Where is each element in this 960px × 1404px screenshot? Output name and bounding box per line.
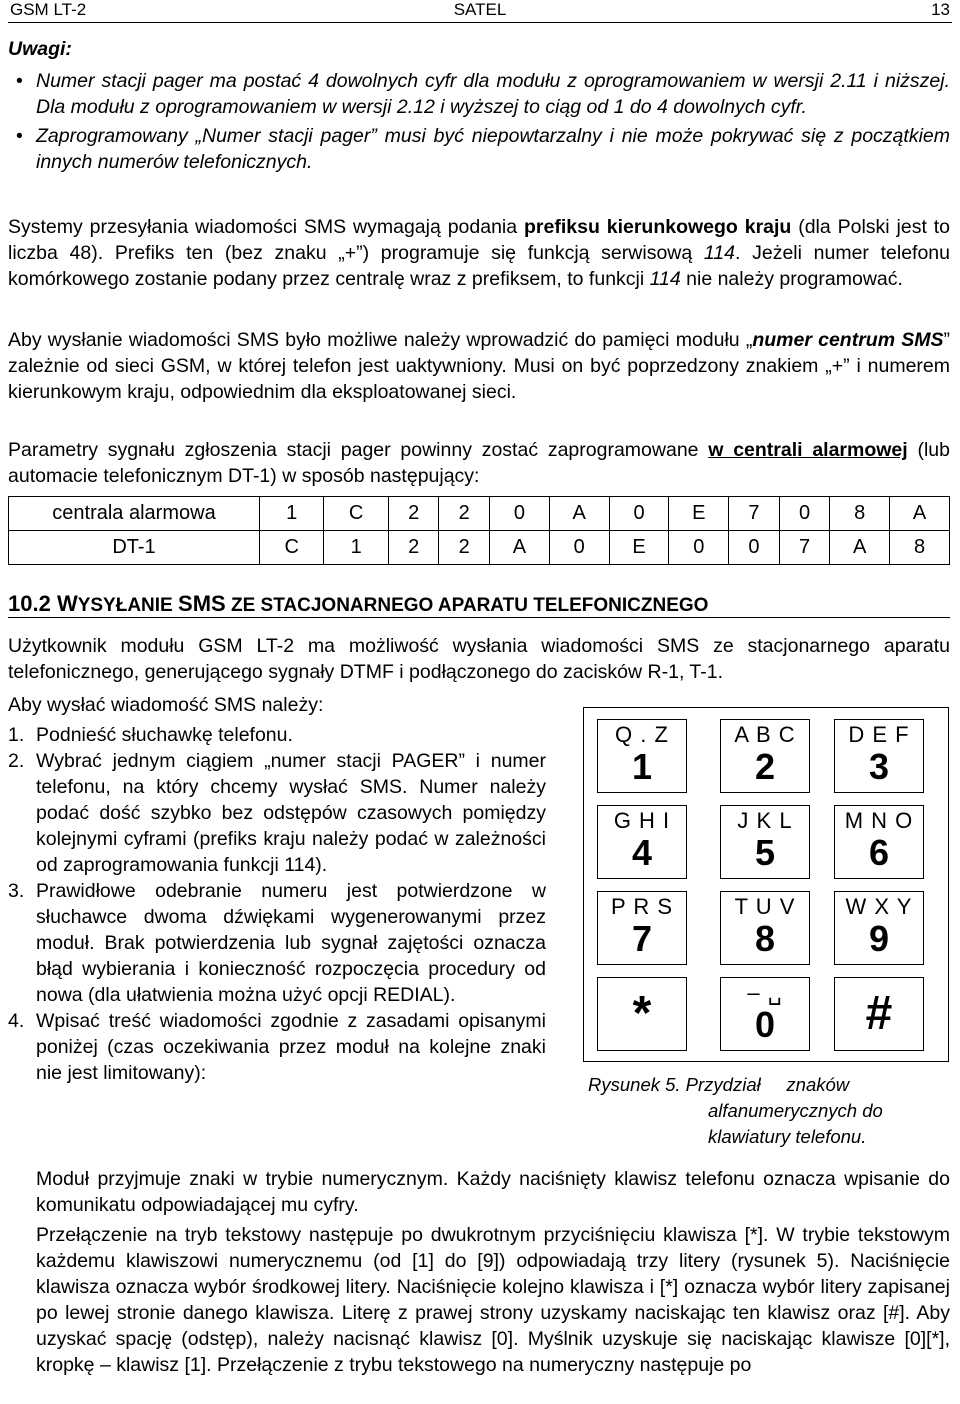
table-cell: 1 bbox=[260, 497, 324, 531]
table-cell: 0 bbox=[609, 497, 669, 531]
key-letters: T U V bbox=[734, 894, 796, 919]
table-cell: 2 bbox=[388, 531, 439, 565]
keypad-key-0 bbox=[720, 977, 810, 1051]
italic-text: 114 bbox=[649, 268, 681, 290]
keypad-key-9 bbox=[834, 891, 924, 965]
paragraph-prefix bbox=[8, 214, 950, 292]
table-cell: A bbox=[549, 497, 609, 531]
table-cell: 0 bbox=[489, 497, 549, 531]
paragraph-parameters bbox=[8, 437, 950, 489]
text: W bbox=[56, 591, 78, 616]
table-cell: E bbox=[609, 531, 669, 565]
caption-line: klawiatury telefonu. bbox=[708, 1126, 867, 1147]
paragraph-intro: Użytkownik modułu GSM LT-2 ma możliwość wysłania wiadomości SMS ze stacjonarnego aparatu telefonicznego, generującego sygnały DTMF i podłączonego do zacisków R-1, T-1. bbox=[8, 635, 950, 683]
key-letters: A B C bbox=[734, 722, 796, 747]
key-digit: # bbox=[865, 987, 893, 1040]
note-item-1: • Numer stacji pager ma postać 4 dowolnych cyfr dla modułu z oprogramowaniem w wersji 2.11 i niższej. Dla modułu z oprogramowaniem w wersji 2.12 i wyższej to ciąg od 1 do 4 dowolnych cyfr. bbox=[8, 68, 950, 120]
table-cell: C bbox=[260, 531, 324, 565]
section-heading bbox=[8, 591, 950, 618]
table-cell: 7 bbox=[729, 497, 780, 531]
text: (dla Polski jest to liczba 48). Prefiks ten (bez znaku „+”) programuje się funkcją serwisową bbox=[8, 216, 950, 264]
keypad-key-3 bbox=[834, 719, 924, 793]
key-digit: 7 bbox=[631, 918, 653, 959]
step-number: 1. bbox=[8, 724, 25, 746]
text: nie należy programować. bbox=[680, 268, 903, 290]
keypad-key-star bbox=[597, 977, 687, 1051]
table-cell: 0 bbox=[669, 531, 729, 565]
keypad-key-8 bbox=[720, 891, 810, 965]
step-number: 2. bbox=[8, 750, 25, 772]
step-number: 4. bbox=[8, 1010, 25, 1032]
text: (lub automacie telefonicznym DT-1) w sposób następujący: bbox=[8, 439, 950, 487]
keypad-key-7 bbox=[597, 891, 687, 965]
table-cell-label: DT-1 bbox=[9, 531, 260, 565]
step-text: Podnieść słuchawkę telefonu. bbox=[36, 724, 293, 746]
text: SMS bbox=[178, 591, 226, 616]
key-letters: G H I bbox=[613, 808, 671, 833]
key-letters: J K L bbox=[737, 808, 793, 833]
table-cell: 8 bbox=[830, 497, 890, 531]
steps-list bbox=[8, 722, 546, 1086]
step-item bbox=[8, 1008, 546, 1086]
notes-title: Uwagi: bbox=[8, 38, 72, 60]
table-cell: E bbox=[669, 497, 729, 531]
step-number: 3. bbox=[8, 880, 25, 902]
italic-text: 114 bbox=[703, 242, 735, 264]
notes-list bbox=[8, 68, 950, 178]
key-digit: 9 bbox=[868, 918, 890, 959]
keypad-key-6 bbox=[834, 805, 924, 879]
page-header bbox=[8, 0, 952, 23]
table-cell: 7 bbox=[779, 531, 830, 565]
text: Systemy przesyłania wiadomości SMS wymagają podania bbox=[8, 216, 524, 238]
figure-caption bbox=[588, 1072, 948, 1150]
key-letters: W X Y bbox=[845, 894, 913, 919]
paragraph-numeric-mode: Moduł przyjmuje znaki w trybie numerycznym. Każdy naciśnięty klawisz telefonu oznacza wpisanie do komunikatu odpowiadającej mu cyfry. bbox=[36, 1168, 950, 1216]
table-row bbox=[9, 497, 950, 531]
key-digit: 1 bbox=[631, 746, 653, 787]
key-letters: – ␣ bbox=[747, 980, 783, 1005]
paragraph-sms-center bbox=[8, 327, 950, 405]
section-number: 10.2 bbox=[8, 591, 57, 616]
table-cell: 8 bbox=[890, 531, 950, 565]
header-page-number: 13 bbox=[931, 0, 950, 19]
key-digit: * bbox=[632, 987, 652, 1040]
text: ZE STACJONARNEGO APARATU TELEFONICZNEGO bbox=[225, 595, 709, 616]
table-cell: 2 bbox=[439, 531, 490, 565]
key-digit: 5 bbox=[754, 832, 776, 873]
key-letters: D E F bbox=[848, 722, 910, 747]
underlined-bold-text: w centrali alarmowej bbox=[708, 439, 908, 461]
table-cell: 2 bbox=[439, 497, 490, 531]
key-digit: 8 bbox=[754, 918, 776, 959]
keypad-key-1 bbox=[597, 719, 687, 793]
bold-text: prefiksu kierunkowego kraju bbox=[524, 216, 792, 238]
caption-line: Rysunek 5. Przydział znaków bbox=[588, 1074, 850, 1095]
key-digit: 4 bbox=[631, 832, 653, 873]
step-item bbox=[8, 878, 546, 1008]
step-text: Wpisać treść wiadomości zgodnie z zasadami opisanymi poniżej (czas oczekiwania przez moduł na kolejne znaki nie jest limitowany): bbox=[36, 1010, 546, 1084]
step-text: Wybrać jednym ciągiem „numer stacji PAGER” i numer telefonu, na który chcemy wysłać SMS. Numer należy podać dość szybko bez odstępów czasowych pomiędzy kolejnymi cyframi (prefiks kraju należy podać w zależności od zaprogramowania funkcji 114). bbox=[36, 750, 546, 876]
table-cell: A bbox=[489, 531, 549, 565]
signal-parameters-table bbox=[8, 496, 950, 565]
table-row bbox=[9, 531, 950, 565]
paragraph-how-to: Aby wysłać wiadomość SMS należy: bbox=[8, 694, 324, 716]
table-cell: 2 bbox=[388, 497, 439, 531]
table-cell: A bbox=[830, 531, 890, 565]
key-letters: P R S bbox=[610, 894, 674, 919]
table-cell: 0 bbox=[549, 531, 609, 565]
table-cell: 0 bbox=[779, 497, 830, 531]
keypad-key-hash bbox=[834, 977, 924, 1051]
step-text: Prawidłowe odebranie numeru jest potwierdzone w słuchawce dwoma dźwiękami wygenerowanymi przez moduł. Brak potwierdzenia lub sygnał zajętości oznacza błąd wybierania i konieczność rozpoczęcia procedury od nowa (dla ułatwienia można użyć opcji REDIAL). bbox=[36, 880, 546, 1006]
step-item bbox=[8, 722, 546, 748]
key-letters: Q . Z bbox=[615, 722, 669, 747]
text: . Jeżeli numer telefonu komórkowego zostanie podany przez centralę wraz z prefiksem, to funkcji bbox=[8, 242, 950, 290]
note-item-2: • Zaprogramowany „Numer stacji pager” musi być niepowtarzalny i nie może pokrywać się z początkiem innych numerów telefonicznych. bbox=[8, 123, 950, 175]
phone-keypad-figure bbox=[583, 707, 949, 1062]
key-letters: M N O bbox=[844, 808, 914, 833]
key-digit: 3 bbox=[868, 746, 890, 787]
table-cell: A bbox=[890, 497, 950, 531]
key-digit: 6 bbox=[868, 832, 890, 873]
keypad-key-2 bbox=[720, 719, 810, 793]
step-item bbox=[8, 748, 546, 878]
table-cell: C bbox=[324, 497, 388, 531]
key-digit: 0 bbox=[754, 1004, 776, 1045]
paragraph-text-mode: Przełączenie na tryb tekstowy następuje po dwukrotnym przyciśnięciu klawisza [*]. W trybie tekstowym każdemu klawiszowi numerycznemu (od [1] do [9]) odpowiadają trzy litery (rysunek 5). Naciśnięcie klawisza oznacza wybór środkowej litery. Naciśnięcie kolejno klawisza i [*] oznacza wybór litery zapisanej po lewej stronie danego klawisza. Literę z prawej strony uzyskamy naciskając ten klawisz oraz [#]. Aby uzyskać spację (odstęp), należy nacisnąć klawisz [0]. Myślnik uzyskuje się naciskając klawisze [0][*], kropkę – klawisz [1]. Przełączenie z trybu tekstowego na numeryczny następuje po bbox=[36, 1224, 950, 1376]
text: YSYŁANIE bbox=[77, 595, 179, 616]
table-cell: 0 bbox=[729, 531, 780, 565]
table-cell-label: centrala alarmowa bbox=[9, 497, 260, 531]
keypad-key-4 bbox=[597, 805, 687, 879]
bold-italic-text: numer centrum SMS bbox=[752, 329, 944, 351]
caption-line: alfanumerycznych do bbox=[708, 1100, 883, 1121]
header-brand: SATEL bbox=[453, 0, 507, 19]
table-cell: 1 bbox=[324, 531, 388, 565]
header-product: GSM LT-2 bbox=[10, 0, 87, 19]
text: Parametry sygnału zgłoszenia stacji pager powinny zostać zaprogramowane bbox=[8, 439, 709, 461]
key-digit: 2 bbox=[754, 746, 776, 787]
text: Aby wysłanie wiadomości SMS było możliwe należy wprowadzić do pamięci modułu „ bbox=[8, 329, 753, 351]
text: ” zależnie od sieci GSM, w której telefon jest uaktywniony. Musi on być poprzedzony znakiem „+” i numerem kierunkowym kraju, odpowiednim dla eksploatowanej sieci. bbox=[8, 329, 950, 403]
keypad-key-5 bbox=[720, 805, 810, 879]
